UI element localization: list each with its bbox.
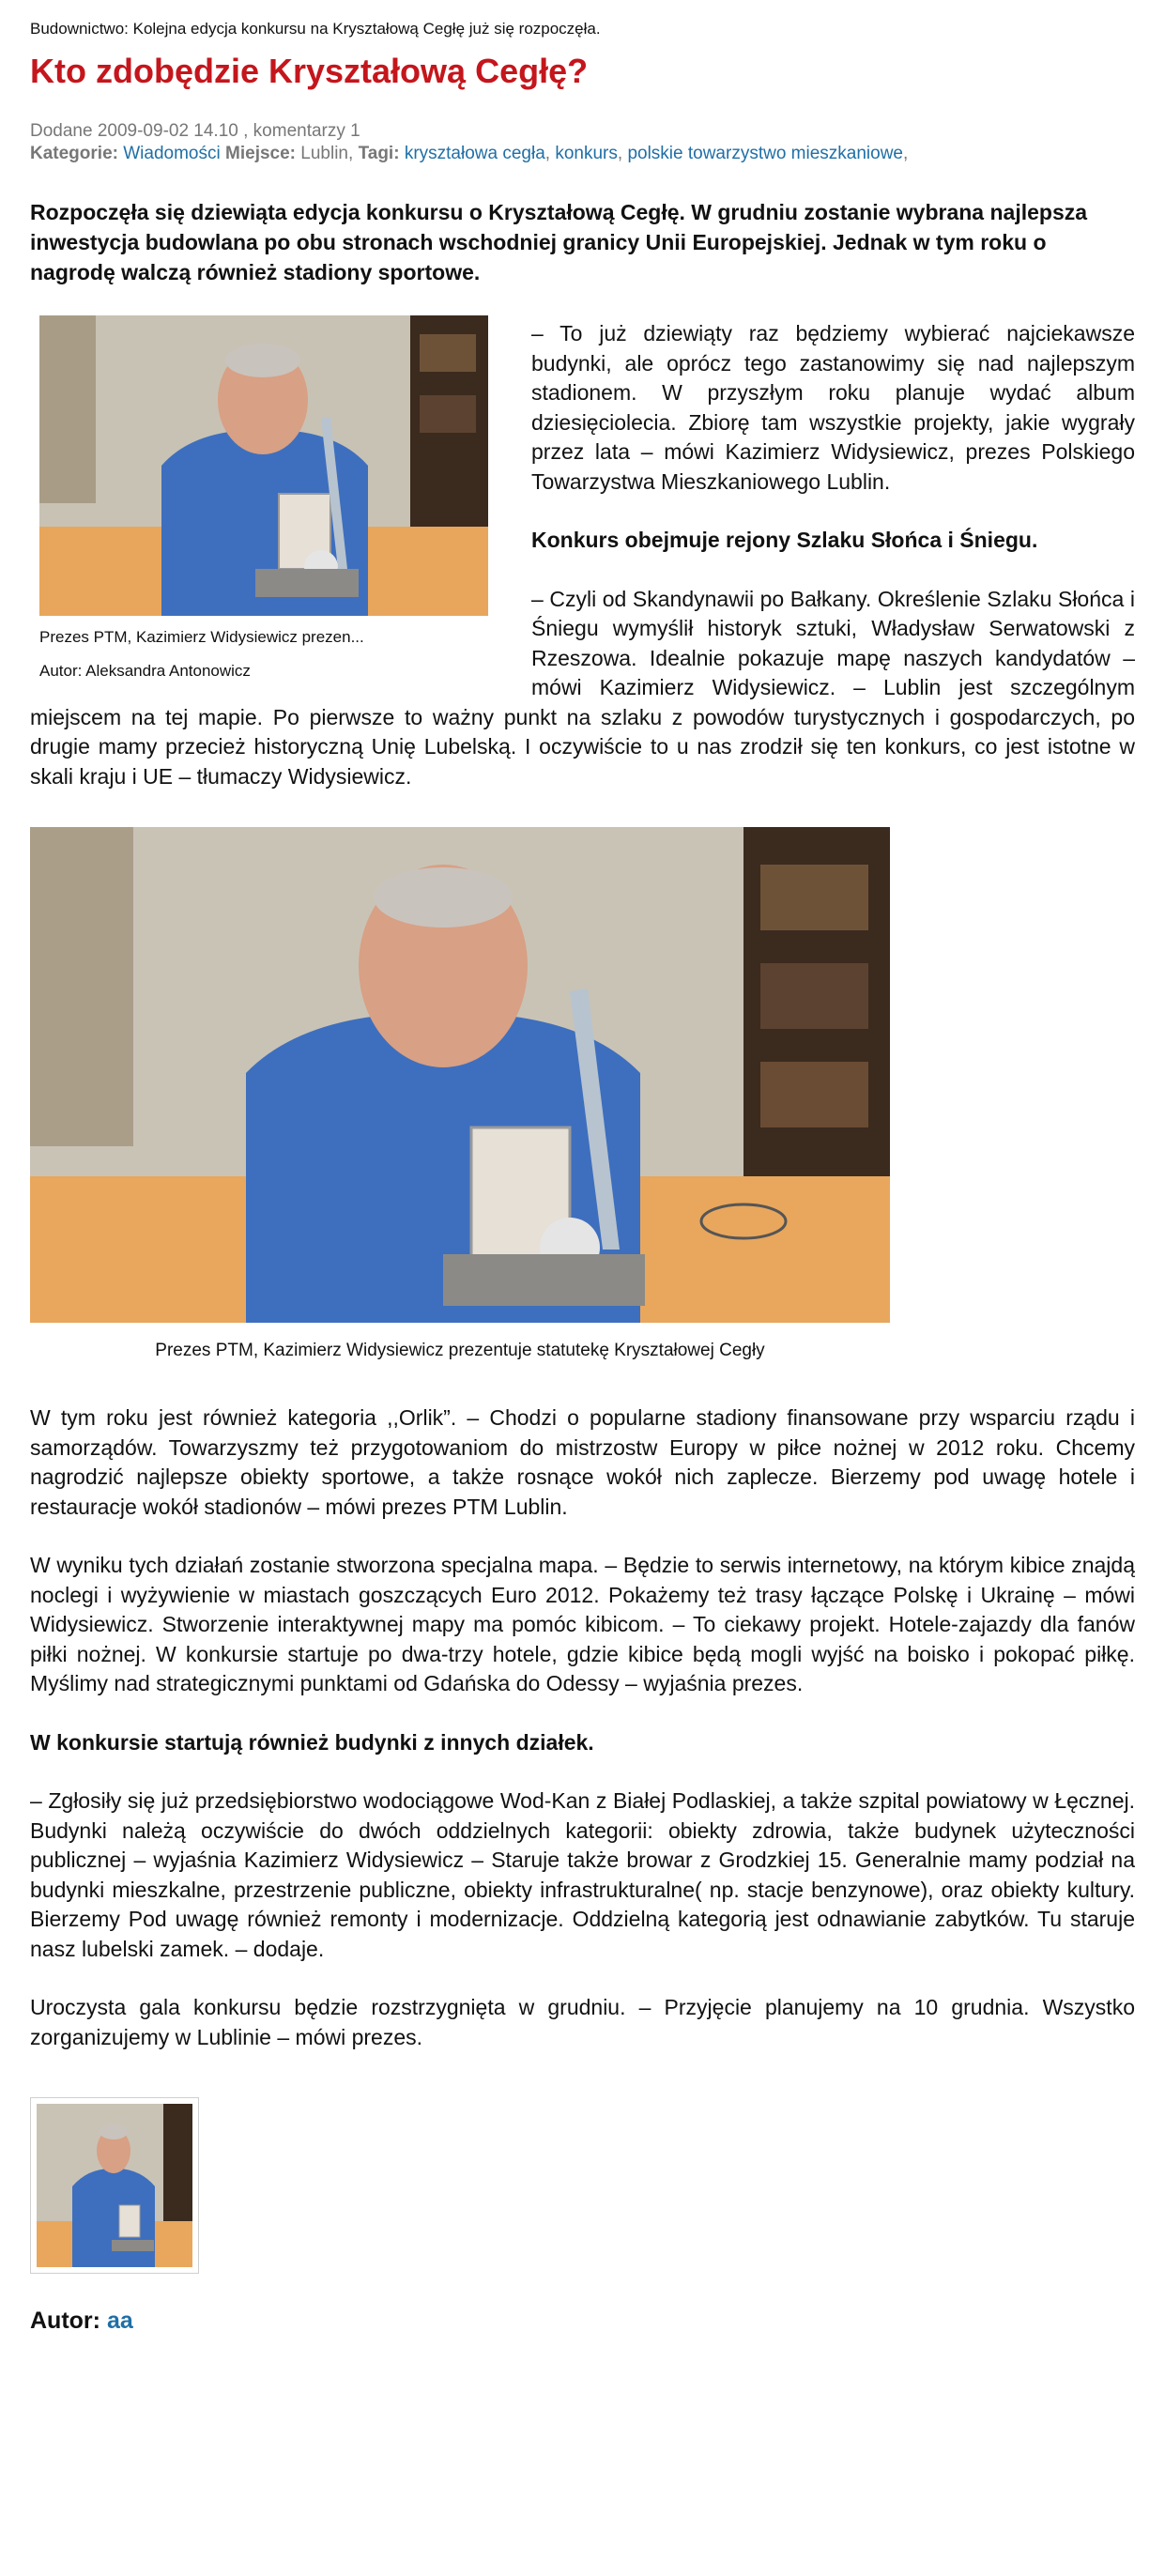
place-label: Miejsce: bbox=[225, 144, 296, 163]
breadcrumb: Budownictwo: Kolejna edycja konkursu na Kryształową Cegłę już się rozpoczęła. bbox=[30, 20, 601, 38]
date-line: Dodane 2009-09-02 14.10 , komentarzy 1 bbox=[30, 121, 360, 141]
paragraph: W tym roku jest również kategoria ,,Orlik”. – Chodzi o popularne stadiony finansowane przy wsparciu rządu i samorządów. Towarzyszmy też przygotowaniom do mistrzostw Europy w piłce nożnej w 2012 roku. Chcemy nagrodzić najlepsze obiekty sportowe, a także rosnące wokół nich zaplecze. Bierzemy pod uwagę hotele i restauracje wokół stadionów – mówi prezes PTM Lublin. bbox=[30, 1405, 1135, 1519]
categories-label: Kategorie: bbox=[30, 144, 118, 163]
place-value: Lublin, bbox=[300, 144, 354, 163]
president-photo-large[interactable] bbox=[30, 827, 890, 1323]
photo-author: Autor: Aleksandra Antonowicz bbox=[39, 662, 251, 680]
lead-paragraph: Rozpoczęła się dziewiąta edycja konkursu o Kryształową Cegłę. W grudniu zostanie wybrana najlepsza inwestycja budowlana po obu stronach wschodniej granicy Unii Europejskiej. Jednak w tym roku o nagrodę walczą również stadiony sportowe. bbox=[30, 200, 1088, 284]
author-line bbox=[30, 2308, 1135, 2335]
president-photo[interactable] bbox=[39, 315, 488, 616]
photo-illustration bbox=[30, 827, 890, 1323]
tag-link[interactable]: kryształowa cegła bbox=[404, 144, 545, 163]
author-thumbnail[interactable] bbox=[30, 2097, 199, 2274]
inline-figure bbox=[39, 315, 498, 682]
photo-caption: Prezes PTM, Kazimierz Widysiewicz prezen... bbox=[39, 628, 364, 646]
author-link[interactable]: aa bbox=[106, 2308, 133, 2334]
article-meta bbox=[30, 120, 1135, 165]
category-link[interactable]: Wiadomości bbox=[123, 144, 221, 163]
section-heading: W konkursie startują również budynki z innych działek. bbox=[30, 1729, 594, 1755]
paragraph: Uroczysta gala konkursu będzie rozstrzygnięta w grudniu. – Przyjęcie planujemy na 10 grudnia. Wszystko zorganizujemy w Lublinie – mówi prezes. bbox=[30, 1995, 1135, 2049]
main-figure bbox=[30, 827, 1135, 1362]
photo-caption: Prezes PTM, Kazimierz Widysiewicz prezentuje statutekę Kryształowej Cegły bbox=[155, 1341, 765, 1360]
paragraph: – Zgłosiły się już przedsiębiorstwo wodociągowe Wod-Kan z Białej Podlaskiej, a także szpital powiatowy w Łęcznej. Budynki należą oczywiście do dwóch oddzielnych kategorii: obiekty zdrowia, także budynek użyteczności publicznej – wyjaśnia Kazimierz Widysiewicz – Staruje także browar z Grodzkiej 15. Generalnie mamy podział na budynki mieszkalne, przestrzenie publiczne, obiekty infrastrukturalne( np. stacje benzynowe), oraz obiekty kultury. Bierzemy Pod uwagę również remonty i modernizacje. Oddzielną kategorią jest odnawianie zabytków. Tu staruje nasz lubelski zamek. – dodaje. bbox=[30, 1788, 1135, 1961]
author-label: Autor: bbox=[30, 2308, 100, 2334]
page-title: Kto zdobędzie Kryształową Cegłę? bbox=[30, 52, 589, 90]
author-photo bbox=[37, 2104, 192, 2267]
taxonomy-line: Kategorie: Wiadomości Miejsce: Lublin, Tagi: kryształowa cegła, konkurs, polskie towarzystwo mieszkaniowe, bbox=[30, 144, 909, 163]
photo-illustration bbox=[37, 2104, 192, 2267]
paragraph: – To już dziewiąty raz będziemy wybierać najciekawsze budynki, ale oprócz tego zastanowimy się nad najlepszym stadionem. W przyszłym roku planuje wydać album dziesięciolecia. Zbiorę tam wszystkie projekty, jakie wygrały przez lata – mówi Kazimierz Widysiewicz, prezes Polskiego Towarzystwa Mieszkaniowego Lublin. bbox=[531, 321, 1135, 494]
tag-link[interactable]: polskie towarzystwo mieszkaniowe bbox=[627, 144, 903, 163]
photo-illustration bbox=[39, 315, 488, 616]
paragraph: – Czyli od Skandynawii po Bałkany. Określenie Szlaku Słońca i Śniegu wymyślił historyk sztuki, Władysław Serwatowski z Rzeszowa. Idealnie pokazuje mapę naszych kandydatów – mówi Kazimierz Widysiewicz. – Lublin jest szczególnym miejscem na tej mapie. Po pierwsze to ważny punkt na szlaku z powodów turystycznych i gospodarczych, po drugie mamy przecież historyczną Unię Lubelską. I oczywiście to u nas zrodził się ten konkurs, co jest istotne w skali kraju i UE – tłumaczy Widysiewicz. bbox=[30, 586, 1135, 789]
section-heading: Konkurs obejmuje rejony Szlaku Słońca i Śniegu. bbox=[531, 528, 1038, 552]
tags-label: Tagi: bbox=[358, 144, 400, 163]
paragraph: W wyniku tych działań zostanie stworzona specjalna mapa. – Będzie to serwis internetowy, na którym kibice znajdą noclegi i wyżywienie w miastach goszczących Euro 2012. Pokażemy też trasy łączące Polskę i Ukrainę – mówi Widysiewicz. Stworzenie interaktywnej mapy ma pomóc kibicom. – To ciekawy projekt. Hotele-zajazdy dla fanów piłki nożnej. W konkursie startuje po dwa-trzy hotele, gdzie kibice będą mogli wyjść na boisko i pokopać piłkę. Myślimy nad strategicznymi punktami od Gdańska do Odessy – wyjaśnia prezes. bbox=[30, 1553, 1135, 1695]
tag-link[interactable]: konkurs bbox=[555, 144, 618, 163]
